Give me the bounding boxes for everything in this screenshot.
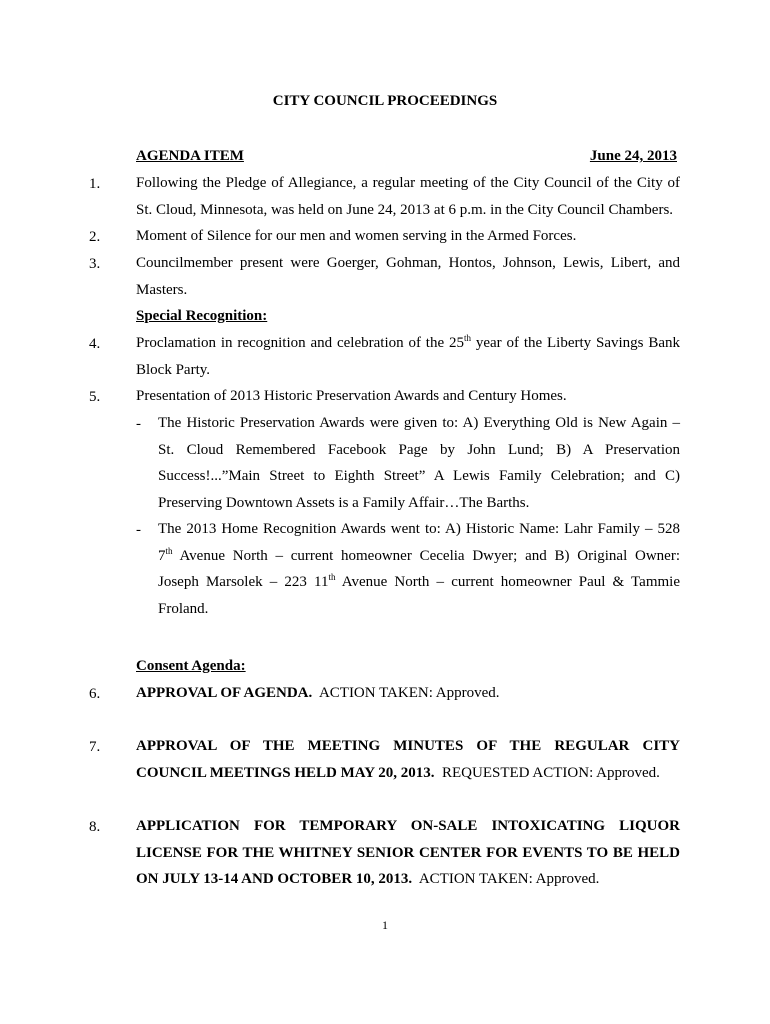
text-line: 7th Avenue North – current homeowner Cecelia Dwyer; and B) Original Owner: (158, 545, 680, 564)
text-line: Froland. (158, 600, 209, 617)
text-line: Masters. (136, 281, 188, 298)
text-line: LICENSE FOR THE WHITNEY SENIOR CENTER FOR EVENTS TO BE HELD (136, 844, 680, 861)
agenda-item-heading: AGENDA ITEM (136, 148, 244, 164)
meeting-date: June 24, 2013 (589, 148, 677, 164)
text-line: Presentation of 2013 Historic Preservation Awards and Century Homes. (136, 388, 567, 404)
text-line: Following the Pledge of Allegiance, a regular meeting of the City Council of the City of (136, 175, 680, 191)
text-line: Block Party. (136, 361, 211, 378)
special-recognition-heading: Special Recognition: (136, 308, 268, 324)
text-line: Proclamation in recognition and celebration of the 25th year of the Liberty Savings Bank (136, 333, 680, 351)
agenda-header (136, 148, 677, 165)
text-line: The 2013 Home Recognition Awards went to: A) Historic Name: Lahr Family – 528 (158, 521, 680, 537)
text-line: APPROVAL OF THE MEETING MINUTES OF THE REGULAR CITY (136, 738, 680, 754)
text-line: Success!...”Main Street to Eighth Street” A Lewis Family Celebration; and C) (158, 468, 680, 484)
item-text (136, 250, 680, 303)
text-line: ON JULY 13-14 AND OCTOBER 10, 2013. ACTION TAKEN: Approved. (136, 871, 600, 887)
item-number: 4. (89, 336, 101, 352)
text-line: St. Cloud Remembered Facebook Page by John Lund; B) A Preservation (158, 441, 680, 458)
item-text (136, 680, 680, 707)
item-text (136, 223, 680, 250)
bullet-dash: - (136, 416, 141, 432)
text-line: Joseph Marsolek – 223 11th Avenue North – current homeowner Paul & Tammie (158, 572, 680, 590)
item-number: 5. (89, 389, 101, 405)
text-line: Councilmember present were Goerger, Gohman, Hontos, Johnson, Lewis, Libert, and (136, 255, 680, 271)
sub-item-text (158, 516, 680, 622)
sub-item-text (158, 410, 680, 516)
item-text (136, 813, 680, 893)
page-number: 1 (382, 918, 388, 932)
page-title: CITY COUNCIL PROCEEDINGS (272, 93, 498, 109)
item-text (136, 170, 680, 223)
consent-agenda-heading: Consent Agenda: (136, 658, 246, 674)
item-number: 2. (89, 229, 101, 245)
item-number: 1. (89, 176, 101, 192)
text-line: The Historic Preservation Awards were given to: A) Everything Old is New Again – (158, 415, 680, 431)
item-text (136, 733, 680, 786)
text-line: Moment of Silence for our men and women serving in the Armed Forces. (136, 228, 577, 244)
item-number: 6. (89, 686, 101, 702)
text-line: Preserving Downtown Assets is a Family Affair…The Barths. (158, 494, 530, 511)
item-number: 8. (89, 819, 101, 835)
bullet-dash: - (136, 522, 141, 538)
item-number: 7. (89, 739, 101, 755)
text-line: APPLICATION FOR TEMPORARY ON-SALE INTOXICATING LIQUOR (136, 818, 680, 834)
item-number: 3. (89, 256, 101, 272)
text-line: St. Cloud, Minnesota, was held on June 24, 2013 at 6 p.m. in the City Council Chambers. (136, 201, 674, 218)
text-line: APPROVAL OF AGENDA. ACTION TAKEN: Approved. (136, 685, 500, 701)
item-text (136, 330, 680, 383)
item-text (136, 383, 680, 410)
text-line: COUNCIL MEETINGS HELD MAY 20, 2013. REQUESTED ACTION: Approved. (136, 764, 660, 781)
